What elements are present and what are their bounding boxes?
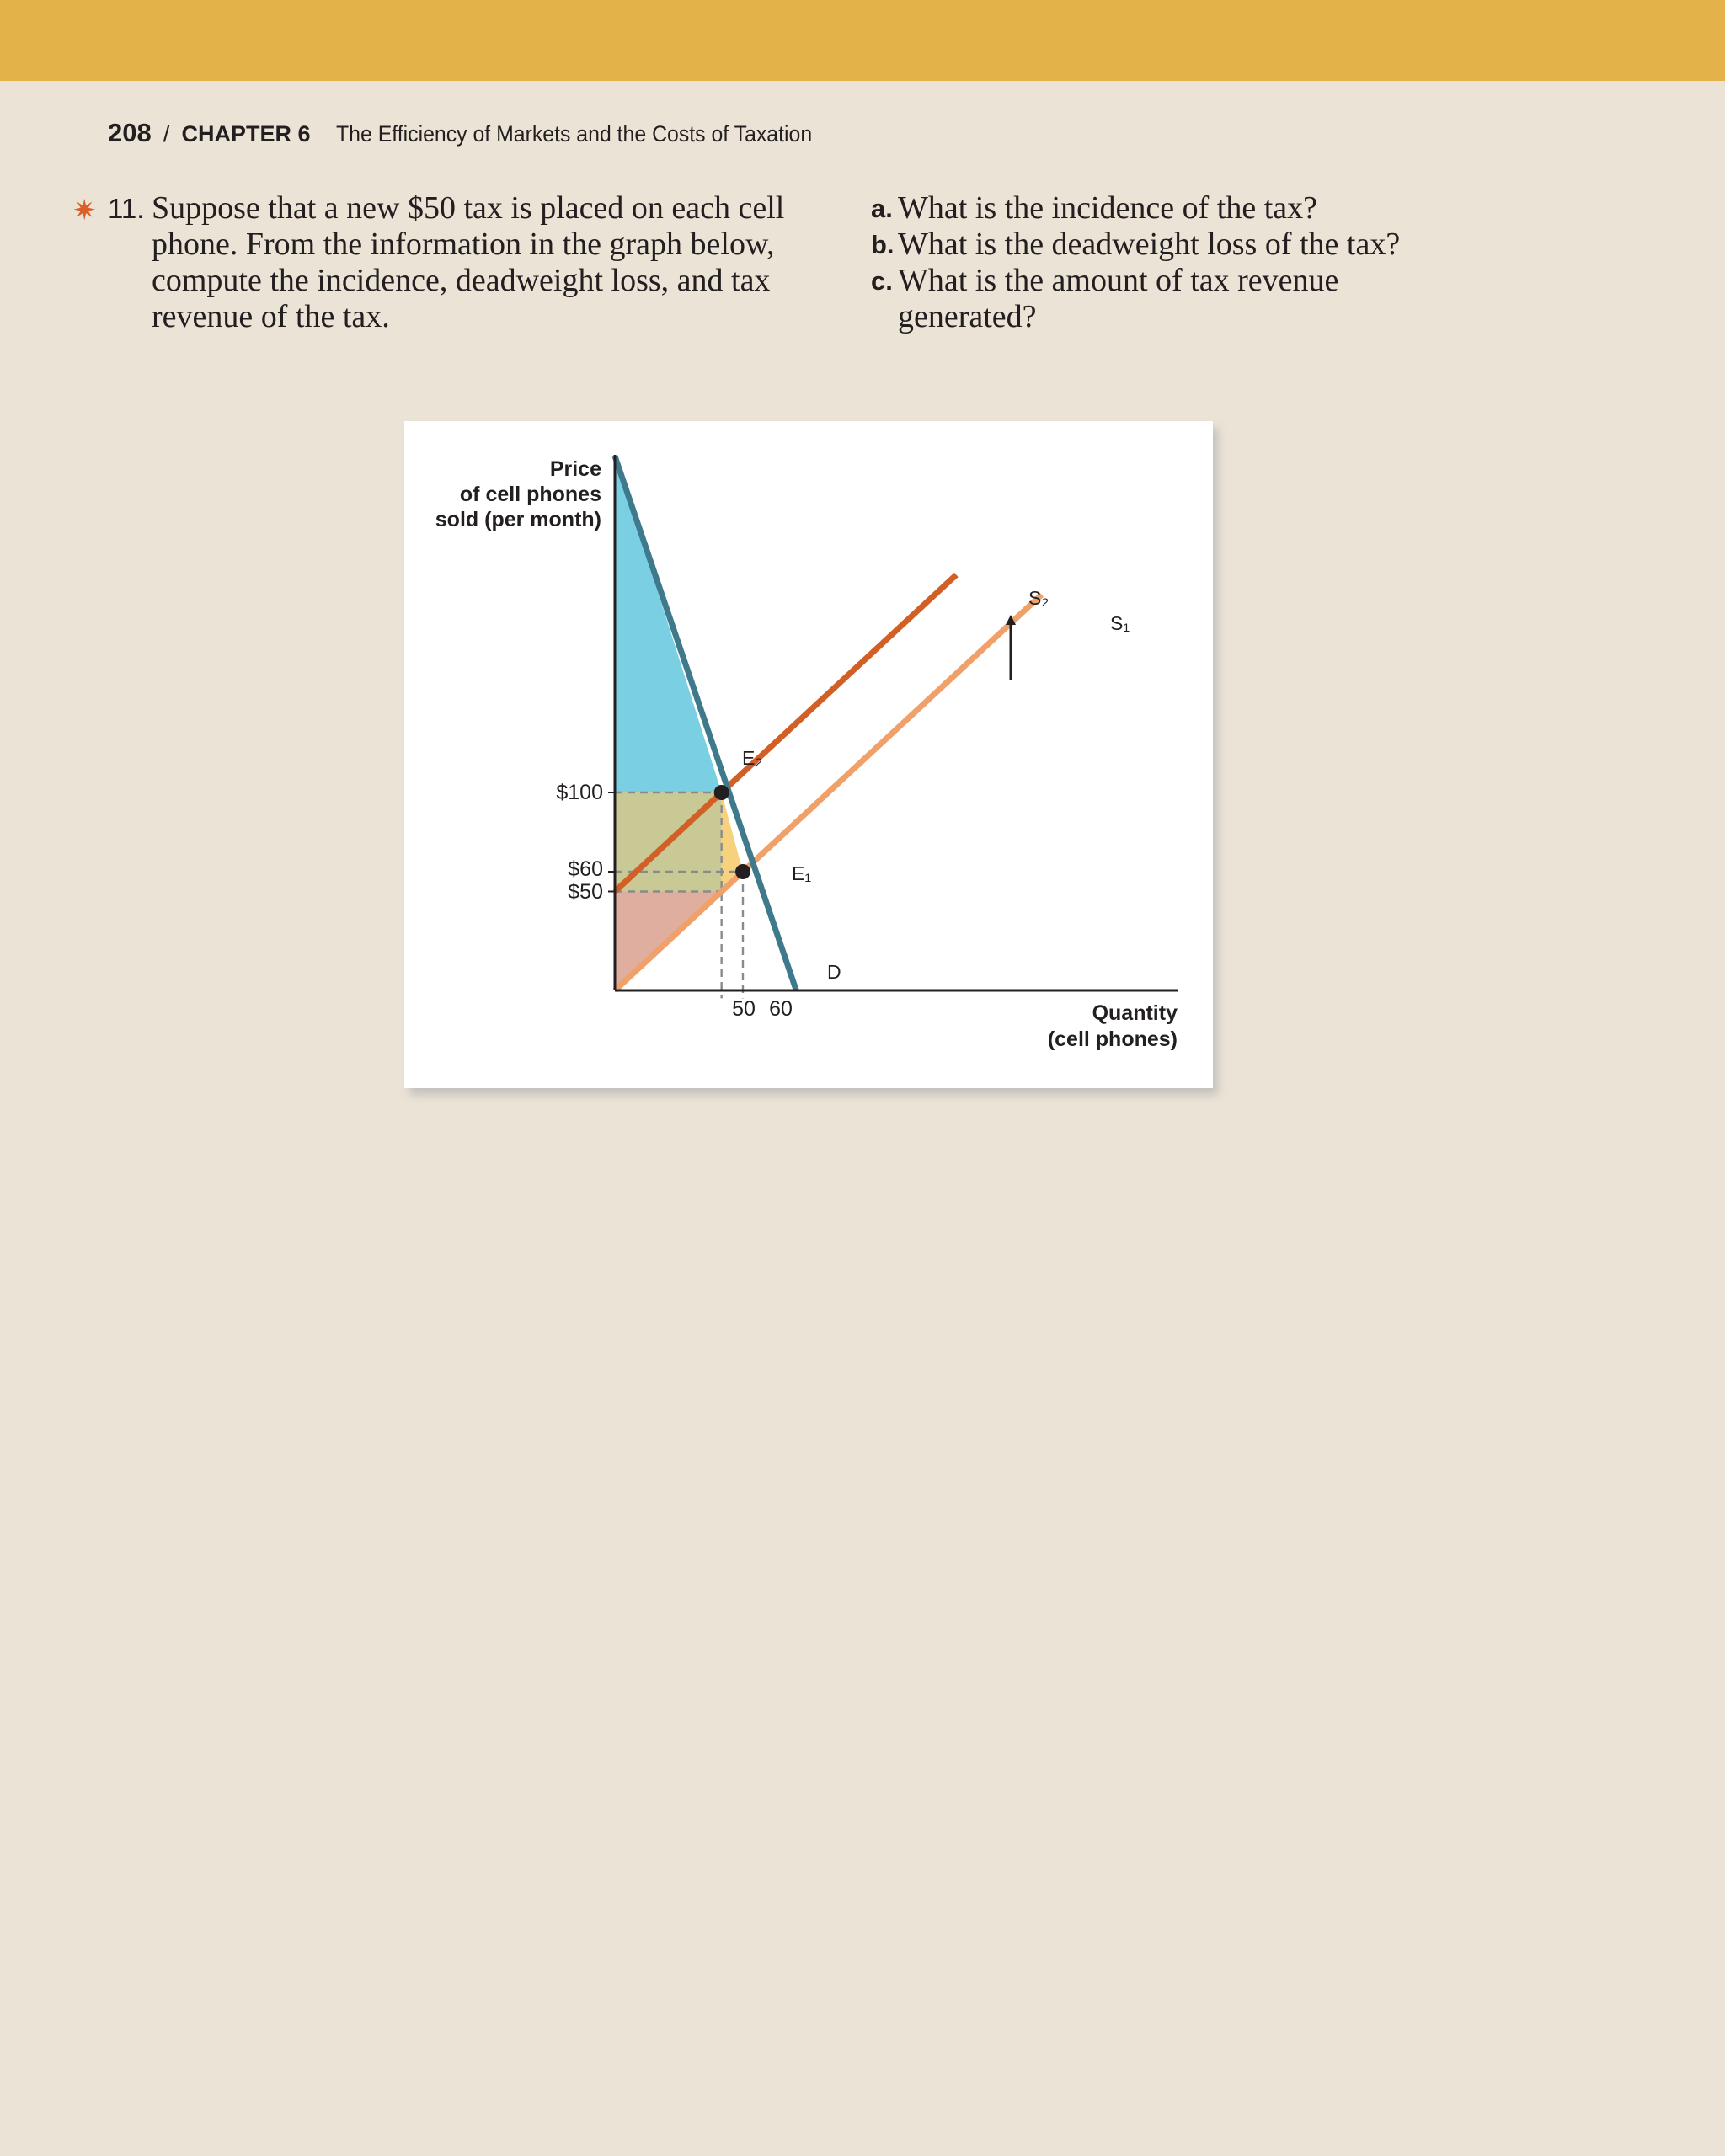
e1-label: E₁ <box>792 862 812 884</box>
page-number: 208 <box>108 118 152 147</box>
x-tick-label-50: 50 <box>732 997 756 1021</box>
subquestion-c <box>871 263 1477 335</box>
subquestion-text: What is the deadweight loss of the tax? <box>898 227 1401 262</box>
s1-label: S₁ <box>1110 612 1130 634</box>
s2-label: S₂ <box>1028 587 1049 609</box>
top-color-band <box>0 0 1725 81</box>
equilibrium-point-e1 <box>735 864 750 879</box>
x-tick-label-60: 60 <box>769 997 793 1021</box>
question-11 <box>72 190 814 335</box>
question-text: Suppose that a new $50 tax is placed on each cell phone. From the information in the graph below, compute the incidence, deadweight loss, and tax revenue of the tax. <box>152 190 785 334</box>
chapter-label: CHAPTER 6 <box>181 121 311 147</box>
tax-graph-figure <box>404 421 1213 1088</box>
running-head <box>108 118 853 148</box>
subquestion-letter: c. <box>871 266 893 296</box>
header-separator: / <box>163 120 170 147</box>
supply-demand-chart <box>404 421 1213 1088</box>
e2-label: E₂ <box>742 747 763 769</box>
chapter-title: The Efficiency of Markets and the Costs of Taxation <box>335 121 812 147</box>
question-number: 11. <box>108 193 145 224</box>
equilibrium-point-e2 <box>714 785 729 800</box>
y-tick-label-50: $50 <box>568 880 603 904</box>
y-axis-title-line-1: Price <box>549 457 601 481</box>
subquestion-b <box>871 227 1477 263</box>
star-icon: ✷ <box>72 194 97 227</box>
y-tick-label-100: $100 <box>556 781 603 804</box>
subquestion-a <box>871 190 1477 227</box>
subquestion-text: What is the incidence of the tax? <box>898 190 1318 226</box>
x-axis-title-line-1: Quantity <box>1092 1001 1178 1025</box>
subquestion-letter: b. <box>871 230 895 259</box>
y-axis-title-line-3: sold (per month) <box>435 508 601 531</box>
subquestion-text: What is the amount of tax revenue generated? <box>898 263 1339 334</box>
x-axis-title-line-2: (cell phones) <box>1047 1027 1178 1051</box>
subquestion-letter: a. <box>871 194 893 223</box>
y-axis-title-line-2: of cell phones <box>459 483 601 506</box>
y-tick-label-60: $60 <box>568 857 603 881</box>
subquestion-list <box>871 190 1477 335</box>
demand-label: D <box>827 961 841 983</box>
